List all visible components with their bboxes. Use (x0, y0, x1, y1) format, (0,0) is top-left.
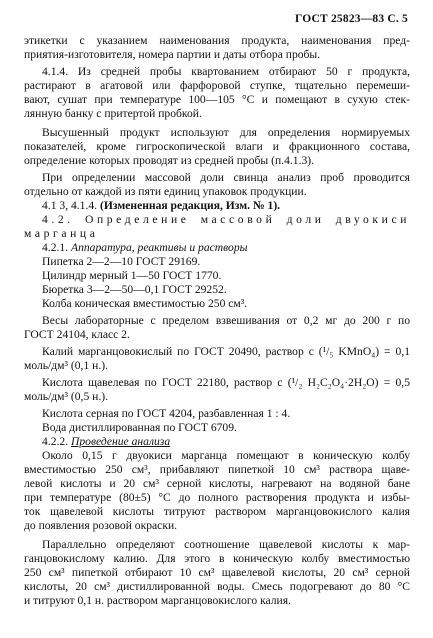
text-line: при температуре (80±5) °С до полного растворения продукта и избы- (24, 491, 410, 504)
document-body (24, 34, 410, 608)
text-line: При определении массовой доли свинца анализ проб проводится (42, 171, 410, 184)
text-line: ГОСТ 24104, класс 2. (24, 328, 130, 341)
text-line: определение которых проводят из средней пробы (п.4.1.3). (24, 154, 315, 167)
text-line (24, 241, 410, 255)
subsection-4-2-1 (24, 241, 410, 311)
formula-oxalic: c (¹/₂ H₂C₂O₄·2H₂O) = 0,5 (277, 376, 410, 389)
text-line: 4.1.4. Из средней пробы квартованием отбирают 50 г продукта, (42, 65, 410, 78)
text-line: ток щавелевой кислоты титруют раствором марганцовокислого калия (24, 505, 410, 518)
text-line: вают, сушат при температуре 100—105 °С и помещают в сухую стек- (24, 93, 410, 106)
text-line (24, 435, 410, 449)
section-heading-line: 4.2. Определение массовой доли двуокиси (42, 213, 410, 226)
subsection-title: Проведение анализа (71, 435, 171, 448)
text-line: этикетки с указанием наименования продукта, наименования пред- (24, 34, 410, 47)
text-line: Высушенный продукт используют для определения нормируемых (42, 126, 410, 139)
text-line: Весы лабораторные с пределом взвешивания от 0,2 мг до 200 г по (42, 314, 410, 327)
text-line: лянную банку с притертой пробкой. (24, 107, 202, 120)
text-line: Параллельно определяют соотношение щавелевой кислоты к мар- (42, 538, 410, 551)
paragraph-lead-determination (24, 171, 410, 199)
equipment-item: Цилиндр мерный 1—50 ГОСТ 1770. (42, 269, 222, 282)
equipment-scales (24, 314, 410, 342)
amendment-ref: 4.1 3, 4.1.4. (42, 199, 98, 212)
paragraph-label-continuation (24, 34, 410, 62)
equipment-item: Пипетка 2—2—10 ГОСТ 29169. (42, 255, 201, 268)
text-line: и титруют 0,1 н. раствором марганцовокислого калия. (24, 594, 291, 607)
text-line: вместимостью 250 см³, прибавляют пипеткой 10 см³ раствора щаве- (24, 463, 410, 476)
equipment-item: Колба коническая вместимостью 250 см³. (42, 297, 248, 310)
reagent-oxalic-acid (24, 376, 410, 404)
formula-kmno4: c (¹/₅ KMnO₄) = 0,1 (308, 345, 411, 358)
text-line: приятия-изготовителя, номера партии и даты отбора пробы. (24, 48, 321, 61)
text-line: Около 0,15 г двуокиси марганца помещают в коническую колбу (42, 449, 410, 462)
text-line: 250 см³ пипеткой отбирают 10 см³ щавелевой кислоты, 20 см³ серной (24, 566, 410, 579)
paragraph-dried-product (24, 126, 410, 168)
text-line: моль/дм³ (0,1 н.). (24, 359, 108, 372)
reagents-list (24, 407, 410, 449)
text-line: до появления розовой окраски. (24, 519, 178, 532)
text-line: левой кислоты и 20 см³ серной кислоты, нагревают на водяной бане (24, 477, 410, 490)
text-line: отдельно от каждой из пяти единиц упаковок продукции. (24, 185, 307, 198)
equipment-item: Бюретка 3—2—50—0,1 ГОСТ 29252. (42, 283, 227, 296)
text-line: показателей, кроме гигроскопической влаги и фракционного состава, (24, 140, 410, 153)
text-line (24, 345, 410, 359)
paragraph-parallel (24, 538, 410, 608)
reagent-item: Вода дистиллированная по ГОСТ 6709. (42, 421, 237, 434)
reagent-text: Калий марганцовокислый по ГОСТ 20490, раствор (42, 345, 304, 358)
text-line (24, 199, 410, 213)
reagent-text: Кислота щавелевая по ГОСТ 22180, раствор (42, 376, 273, 389)
text-line: растирают в агатовой или фарфоровой ступке, тщательно перемеши- (24, 79, 410, 92)
subsection-number: 4.2.2. (42, 435, 69, 448)
text-line (24, 376, 410, 390)
paragraph-analysis (24, 449, 410, 533)
text-line: моль/дм³ (0,5 н.). (24, 390, 108, 403)
paragraph-4-1-4 (24, 65, 410, 121)
page-header: ГОСТ 25823—83 С. 5 (295, 13, 408, 25)
subsection-number: 4.2.1. (42, 241, 69, 254)
section-heading-line: марганца (24, 227, 99, 240)
reagent-item: Кислота серная по ГОСТ 4204, разбавленная 1 : 4. (42, 407, 291, 420)
paragraph-amendment-note (24, 199, 410, 213)
text-line: кислоты, 20 см³ дистиллированной воды. Смесь подогревают до 80 °С (24, 580, 410, 593)
reagent-kmno4 (24, 345, 410, 373)
text-line: ганцовокислому калию. Для этого в коническую колбу вместимостью (24, 552, 410, 565)
amendment-note: (Измененная редакция, Изм. № 1). (99, 199, 281, 212)
subsection-title: Аппаратура, реактивы и растворы (71, 241, 248, 254)
section-4-2-heading (24, 213, 410, 241)
